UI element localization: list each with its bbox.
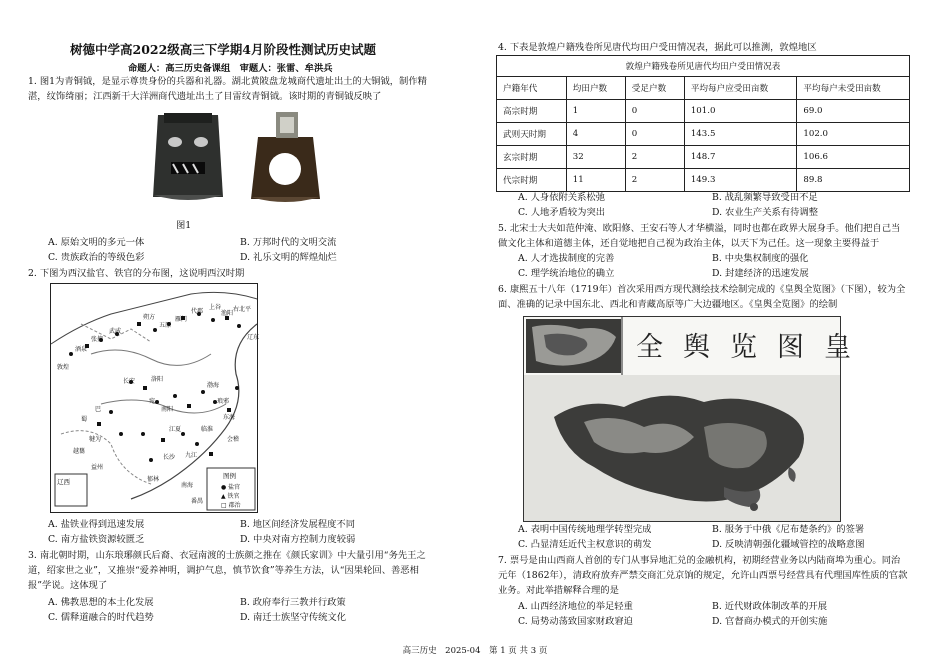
salt-office-mark xyxy=(149,458,153,462)
salt-office-mark xyxy=(181,432,185,436)
legend-item-salt: ● 盐官 xyxy=(221,484,241,491)
salt-office-mark xyxy=(201,390,205,394)
table-cell: 69.0 xyxy=(797,100,910,123)
map-place-label: 郁林 xyxy=(147,476,160,483)
map-place-label: 琅邪 xyxy=(217,398,230,405)
map-title-char: 图 xyxy=(777,332,804,363)
q4-stem: 4. 下表是敦煌户籍残卷所见唐代均田户受田情况表，据此可以推测，敦煌地区 xyxy=(498,42,817,53)
tang-land-table xyxy=(496,55,910,192)
q6-stem-line: 面、准确的记录中国东北、西北和青藏高原等广大边疆地区。《皇舆全览图》的绘制 xyxy=(498,299,838,310)
map-place-label: 敦煌 xyxy=(57,364,70,371)
table-cell: 11 xyxy=(566,169,625,192)
q3-option-d[interactable]: D. 南迁士族坚守传统文化 xyxy=(240,612,347,623)
table-cell: 0 xyxy=(625,100,684,123)
map-place-label: 洛阳 xyxy=(151,376,164,383)
q4-option-b[interactable]: B. 战乱频繁导致受田不足 xyxy=(712,192,818,203)
q2-option-b[interactable]: B. 地区间经济发展程度不同 xyxy=(240,519,356,530)
table-row xyxy=(497,123,910,146)
table-header: 平均每户未受田亩数 xyxy=(797,77,910,100)
map-place-label: 朔方 xyxy=(143,314,156,321)
q5-option-d[interactable]: D. 封建经济的迅速发展 xyxy=(712,268,809,279)
q3-option-b[interactable]: B. 政府奉行三教并行政策 xyxy=(240,597,346,608)
q5-option-b[interactable]: B. 中央集权制度的强化 xyxy=(712,253,809,264)
table-header-row xyxy=(497,77,910,100)
q6-option-a[interactable]: A. 表明中国传统地理学转型完成 xyxy=(518,524,652,535)
map-title-char: 全 xyxy=(636,332,663,363)
table-row xyxy=(497,146,910,169)
q4-option-a[interactable]: A. 人身依附关系松弛 xyxy=(518,192,605,203)
figure-1-caption: 图1 xyxy=(176,220,192,231)
map-place-label: 辽东 xyxy=(247,334,260,341)
iron-office-mark xyxy=(187,404,191,408)
map-title-char: 舆 xyxy=(683,332,710,363)
table-cell: 143.5 xyxy=(684,123,797,146)
map-place-label: 渔阳 xyxy=(221,310,234,317)
iron-office-mark xyxy=(143,386,147,390)
iron-office-mark xyxy=(209,452,213,456)
q1-stem-line: 湛，纹饰绮丽；江西新干大洋洲商代遗址出土了目雷纹青铜钺。该时期的青铜钺反映了 xyxy=(28,91,382,102)
q5-stem xyxy=(498,221,938,251)
salt-office-mark xyxy=(141,432,145,436)
q5-stem-line: 5. 北宋士大夫如范仲淹、欧阳修、王安石等人才华横溢，同时也都在政界大展身手。他们把自己当 xyxy=(498,223,901,234)
q1-option-b[interactable]: B. 万邦时代的文明交流 xyxy=(240,237,337,248)
salt-office-mark xyxy=(211,318,215,322)
legend-item-seat: □ 郡治 xyxy=(221,502,241,509)
q2-stem: 2. 下图为西汉盐官、铁官的分布图，这说明西汉时期 xyxy=(28,268,245,279)
huangyu-quanlan-map xyxy=(523,316,851,522)
table-cell: 2 xyxy=(625,146,684,169)
q3-stem-line: 报”学说。这体现了 xyxy=(28,580,108,591)
map-place-label: 益州 xyxy=(91,464,104,471)
q6-option-d[interactable]: D. 反映清朝强化疆域管控的战略意图 xyxy=(712,539,865,550)
map-place-label: 长安 xyxy=(123,378,136,385)
table-cell: 玄宗时期 xyxy=(497,146,567,169)
map-place-label: 番禺 xyxy=(191,498,204,505)
map-title-char: 皇 xyxy=(824,332,851,363)
table-cell: 102.0 xyxy=(797,123,910,146)
table-cell: 高宗时期 xyxy=(497,100,567,123)
table-cell: 2 xyxy=(625,169,684,192)
bronze-yue-photos xyxy=(138,107,336,207)
q7-stem-line: 元年（1862年），清政府放弃严禁交商汇兑京饷的规定，允许山西票号经营具有代理国库性质的官款 xyxy=(498,570,908,581)
map-place-label: 长沙 xyxy=(163,454,176,461)
salt-office-mark xyxy=(173,394,177,398)
table-row xyxy=(497,169,910,192)
map-place-label: 蜀 xyxy=(81,416,88,423)
q6-option-b[interactable]: B. 服务于中俄《尼布楚条约》的签署 xyxy=(712,524,865,535)
table-cell: 1 xyxy=(566,100,625,123)
map-place-label: 五原 xyxy=(159,322,172,329)
map-place-label: 南海 xyxy=(181,482,194,489)
table-cell: 106.6 xyxy=(797,146,910,169)
table-cell: 101.0 xyxy=(684,100,797,123)
q7-stem-line: 7. 票号是由山西商人首创的专门从事异地汇兑的金融机构，初期经营业务以内陆商埠为重心。同治 xyxy=(498,555,901,566)
legend-salt-label: 盐官 xyxy=(228,484,241,491)
q7-option-c[interactable]: C. 局势动荡致国家财政窘迫 xyxy=(518,616,633,627)
legend-item-iron: ▲ 铁官 xyxy=(221,493,240,500)
q6-stem-line: 6. 康熙五十八年（1719年）首次采用西方现代测绘技术绘制完成的《皇舆全览图》（下图），较为全 xyxy=(498,284,906,295)
q1-stem-line: 1. 图1为青铜钺，是显示尊贵身份的兵器和礼器。湖北黄陂盘龙城商代遗址出土的大铜钺，制作精 xyxy=(28,76,427,87)
map-place-label: 江夏 xyxy=(169,426,182,433)
q1-option-a[interactable]: A. 原始文明的多元一体 xyxy=(48,237,145,248)
q5-option-a[interactable]: A. 人才选拔制度的完善 xyxy=(518,253,615,264)
table-header: 户籍年代 xyxy=(497,77,567,100)
table-cell: 4 xyxy=(566,123,625,146)
map-place-label: 南阳 xyxy=(161,406,174,413)
q6-stem xyxy=(498,282,938,312)
q2-option-a[interactable]: A. 盐铁业得到迅速发展 xyxy=(48,519,145,530)
q2-option-c[interactable]: C. 南方盐铁资源较匮乏 xyxy=(48,534,145,545)
legend-seat-label: 郡治 xyxy=(228,502,241,509)
map-place-label: 武威 xyxy=(109,328,122,335)
q3-stem-line: 道，绍家世之业”，又推崇“爱养神明，调护气息，慎节饮食”等养生方法，认“因果轮回、善恶相 xyxy=(28,565,419,576)
table-cell: 武则天时期 xyxy=(497,123,567,146)
table-cell: 89.8 xyxy=(797,169,910,192)
iron-office-mark xyxy=(161,438,165,442)
table-cell: 代宗时期 xyxy=(497,169,567,192)
salt-office-mark xyxy=(155,400,159,404)
q4-option-c[interactable]: C. 人地矛盾较为突出 xyxy=(518,207,606,218)
q7-option-d[interactable]: D. 官督商办模式的开创实施 xyxy=(712,616,828,627)
q1-option-c[interactable]: C. 贵族政治的等级色彩 xyxy=(48,252,145,263)
page-title: 树德中学高2022级高三下学期4月阶段性测试历史试题 xyxy=(70,42,376,57)
map-place-label: 临淮 xyxy=(201,426,214,433)
salt-office-mark xyxy=(119,432,123,436)
map-place-label: 雁门 xyxy=(175,316,188,323)
q6-option-c[interactable]: C. 凸显清廷近代主权意识的萌发 xyxy=(518,539,652,550)
q5-option-c[interactable]: C. 理学统治地位的确立 xyxy=(518,268,615,279)
legend-iron-label: 铁官 xyxy=(227,493,240,500)
salt-office-mark xyxy=(237,324,241,328)
map-place-label: 宛 xyxy=(149,398,156,405)
han-salt-iron-map xyxy=(50,283,258,513)
q2-option-d[interactable]: D. 中央对南方控制力度较弱 xyxy=(240,534,356,545)
q3-stem xyxy=(28,548,473,593)
map-place-label: 酒泉 xyxy=(75,346,88,353)
q3-stem-line: 3. 南北朝时期，山东琅琊颜氏后裔、衣冠南渡的士族颜之推在《颜氏家训》中大量引用“务先王之 xyxy=(28,550,426,561)
table-cell: 32 xyxy=(566,146,625,169)
salt-office-mark xyxy=(195,442,199,446)
q1-stem xyxy=(28,74,468,104)
map-place-label: 上谷 xyxy=(209,304,222,311)
salt-office-mark xyxy=(109,410,113,414)
q1-option-d[interactable]: D. 礼乐文明的辉煌灿烂 xyxy=(240,252,337,263)
table-header: 平均每户应受田亩数 xyxy=(684,77,797,100)
map-place-label: 代郡 xyxy=(191,308,204,315)
table-header: 受足户数 xyxy=(625,77,684,100)
q4-option-d[interactable]: D. 农业生产关系有待调整 xyxy=(712,207,819,218)
q3-option-a[interactable]: A. 佛教思想的本土化发展 xyxy=(48,597,154,608)
salt-office-mark xyxy=(235,386,239,390)
q7-stem-line: 业务。对此举措解释合理的是 xyxy=(498,585,619,596)
map-place-label: 犍为 xyxy=(89,436,102,443)
table-cell: 149.3 xyxy=(684,169,797,192)
iron-office-mark xyxy=(137,322,141,326)
table-header: 均田户数 xyxy=(566,77,625,100)
map-place-label: 越巂 xyxy=(73,448,86,455)
q7-stem xyxy=(498,553,938,598)
map-place-label: 巴 xyxy=(95,406,102,413)
iron-office-mark xyxy=(97,422,101,426)
table-cell: 148.7 xyxy=(684,146,797,169)
table-title: 敦煌户籍残卷所见唐代均田户受田情况表 xyxy=(497,56,910,77)
table-cell: 0 xyxy=(625,123,684,146)
byline: 命题人：高三历史备课组 审题人：张雷、牟洪兵 xyxy=(128,63,333,74)
salt-office-mark xyxy=(69,352,73,356)
q7-option-a[interactable]: A. 山西经济地位的举足轻重 xyxy=(518,601,633,612)
map-title xyxy=(636,325,851,364)
page-footer: 高三历史 2025-04 第 1 页 共 3 页 xyxy=(402,646,548,656)
map-title-char: 览 xyxy=(730,332,757,363)
table-row xyxy=(497,100,910,123)
q3-option-c[interactable]: C. 儒释道融合的时代趋势 xyxy=(48,612,154,623)
q5-stem-line: 做文化主体和道德主体，还自觉地把自己视为政治主体，以天下为己任。这一现象主要得益于 xyxy=(498,238,880,249)
map-place-label: 九江 xyxy=(185,452,198,459)
map-place-label: 张掖 xyxy=(91,336,104,343)
map-inset-label: 辽西 xyxy=(57,478,70,486)
q7-option-b[interactable]: B. 近代财政体制改革的开展 xyxy=(712,601,828,612)
map-place-label: 右北平 xyxy=(233,306,252,313)
map-place-label: 会稽 xyxy=(227,436,240,443)
map-place-label: 东海 xyxy=(223,414,236,421)
salt-office-mark xyxy=(153,328,157,332)
map-place-label: 渤海 xyxy=(207,382,220,389)
legend-title: 图例 xyxy=(223,472,236,480)
